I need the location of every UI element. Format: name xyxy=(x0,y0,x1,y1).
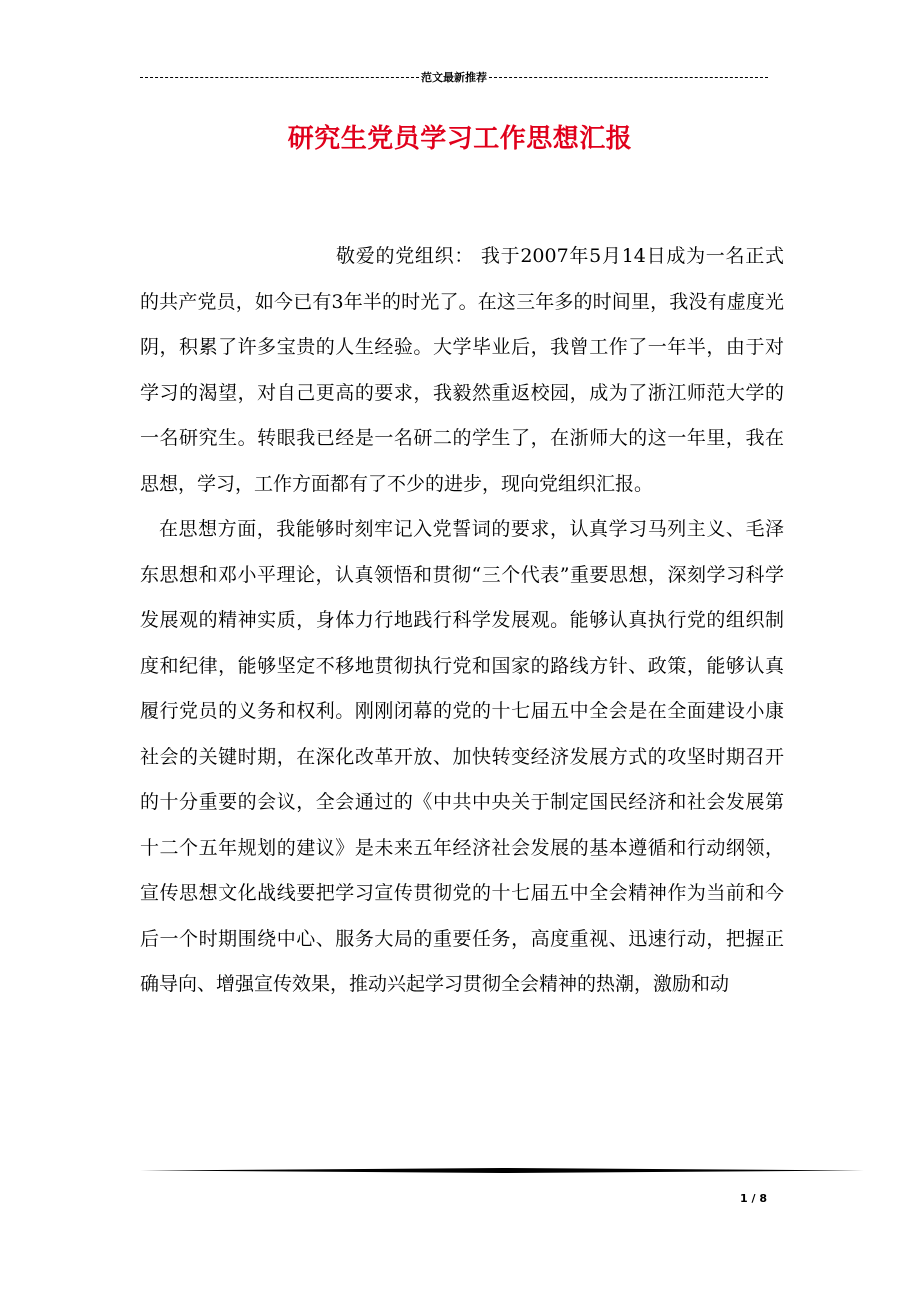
document-body xyxy=(140,234,784,1008)
paragraph-2: 在思想方面，我能够时刻牢记入党誓词的要求，认真学习马列主义、毛泽东思想和邓小平理论，认真领悟和贯彻“三个代表”重要思想，深刻学习科学发展观的精神实质，身体力行地践行科学发展观。能够认真执行党的组织制度和纪律，能够坚定不移地贯彻执行党和国家的路线方针、政策，能够认真履行党员的义务和权利。刚刚闭幕的党的十七届五中全会是在全面建设小康社会的关键时期，在深化改革开放、加快转变经济发展方式的攻坚时期召开的十分重要的会议，全会通过的《中共中央关于制定国民经济和社会发展第十二个五年规划的建议》是未来五年经济社会发展的基本遵循和行动纲领，宣传思想文化战线要把学习宣传贯彻党的十七届五中全会精神作为当前和今后一个时期围绕中心、服务大局的重要任务，高度重视、迅速行动，把握正确导向、增强宣传效果，推动兴起学习贯彻全会精神的热潮，激励和动 xyxy=(140,518,784,995)
footer-divider xyxy=(140,1168,864,1173)
page-number: 1 / 8 xyxy=(740,1192,767,1205)
header-dash-right xyxy=(489,77,768,78)
document-title: 研究生党员学习工作思想汇报 xyxy=(287,124,633,154)
page-header xyxy=(140,68,768,86)
header-dash-left xyxy=(140,77,419,78)
header-label: 范文最新推荐 xyxy=(421,71,487,84)
paragraph-1: 敬爱的党组织： 我于2007年5月14日成为一名正式的共产党员，如今已有3年半的时光了。在这三年多的时间里，我没有虚度光阴，积累了许多宝贵的人生经验。大学毕业后，我曾工作了一年半，由于对学习的渴望，对自己更高的要求，我毅然重返校园，成为了浙江师范大学的一名研究生。转眼我已经是一名研二的学生了，在浙师大的这一年里，我在思想，学习，工作方面都有了不少的进步，现向党组织汇报。 xyxy=(140,245,784,495)
